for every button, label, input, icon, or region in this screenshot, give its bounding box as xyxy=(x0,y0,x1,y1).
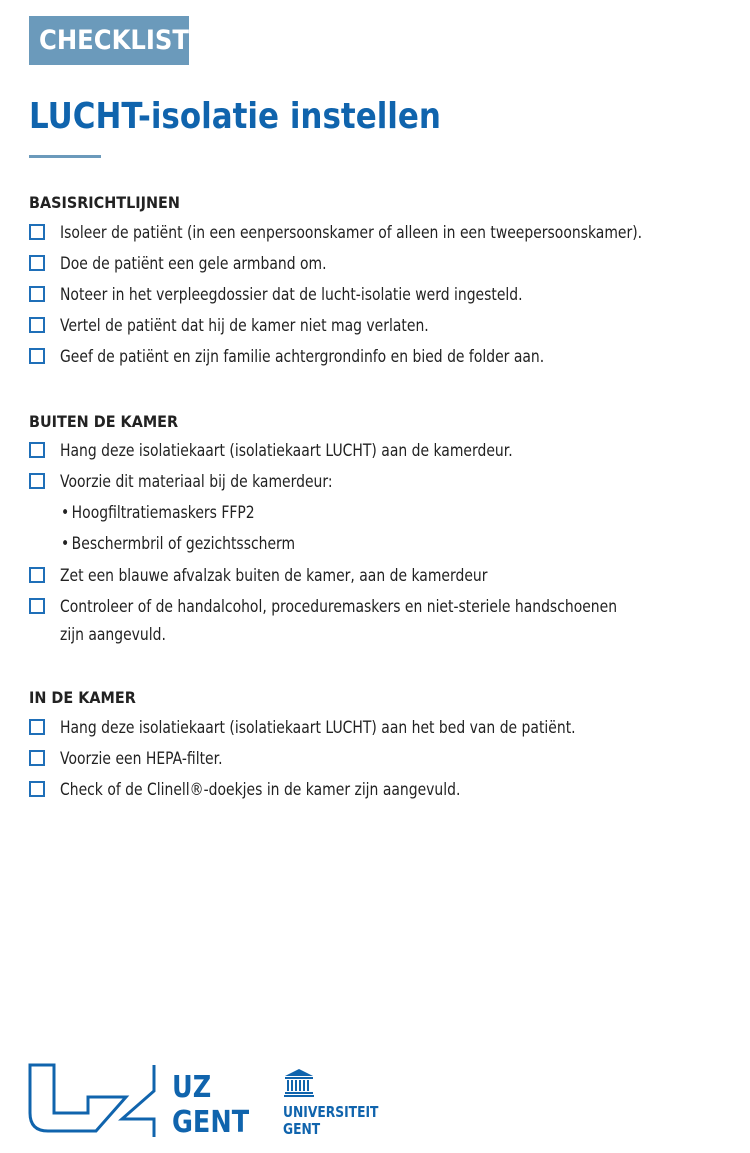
item-label: Voorzie dit materiaal bij de kamerdeur: xyxy=(60,472,333,492)
checklist-item[interactable] xyxy=(29,342,740,373)
item-label: Check of de Clinell®-doekjes in de kamer zijn aangevuld. xyxy=(60,780,461,800)
item-label: Geef de patiënt en zijn familie achtergrondinfo en bied de folder aan. xyxy=(60,347,545,367)
checkbox[interactable] xyxy=(29,442,45,458)
temple-icon xyxy=(283,1068,315,1098)
uz-logo-line1: UZ xyxy=(172,1070,212,1105)
checklist-item[interactable] xyxy=(29,592,740,652)
checklist-item[interactable] xyxy=(29,744,740,775)
checkbox[interactable] xyxy=(29,255,45,271)
checkbox[interactable] xyxy=(29,781,45,797)
checkbox[interactable] xyxy=(29,348,45,364)
checkbox[interactable] xyxy=(29,750,45,766)
checkbox[interactable] xyxy=(29,286,45,302)
checklist-item[interactable] xyxy=(29,561,740,592)
item-label: Vertel de patiënt dat hij de kamer niet mag verlaten. xyxy=(60,316,429,336)
item-label: Noteer in het verpleegdossier dat de lucht-isolatie werd ingesteld. xyxy=(60,285,523,305)
checkbox[interactable] xyxy=(29,317,45,333)
checkbox[interactable] xyxy=(29,473,45,489)
bullet-icon: • xyxy=(61,534,70,554)
checklist-item[interactable] xyxy=(29,713,740,744)
section-heading-basisrichtlijnen: BASISRICHTLIJNEN xyxy=(29,193,180,212)
checklist-item[interactable] xyxy=(29,218,740,249)
checklist-item[interactable] xyxy=(29,775,740,806)
checklist-badge: CHECKLIST xyxy=(29,16,189,65)
uz-gent-logo-icon xyxy=(28,1063,158,1139)
bullet-icon: • xyxy=(61,503,70,523)
title-underline xyxy=(29,155,101,158)
checklist-item[interactable] xyxy=(29,249,740,280)
checklist-item[interactable] xyxy=(29,280,740,311)
item-label-continued: zijn aangevuld. xyxy=(60,625,166,645)
section-heading-in-de-kamer: IN DE KAMER xyxy=(29,688,136,707)
item-label: Voorzie een HEPA-filter. xyxy=(60,749,223,769)
item-label: Zet een blauwe afvalzak buiten de kamer, aan de kamerdeur xyxy=(60,566,488,586)
checkbox[interactable] xyxy=(29,224,45,240)
item-label: Isoleer de patiënt (in een eenpersoonskamer of alleen in een tweepersoonskamer). xyxy=(60,223,643,243)
page-title: LUCHT-isolatie instellen xyxy=(29,96,441,137)
section-heading-buiten-de-kamer: BUITEN DE KAMER xyxy=(29,412,179,431)
checkbox[interactable] xyxy=(29,719,45,735)
item-label: Hang deze isolatiekaart (isolatiekaart LUCHT) aan de kamerdeur. xyxy=(60,441,513,461)
item-label: Hang deze isolatiekaart (isolatiekaart LUCHT) aan het bed van de patiënt. xyxy=(60,718,576,738)
ugent-logo-line2: GENT xyxy=(283,1120,321,1138)
ugent-logo-line1: UNIVERSITEIT xyxy=(283,1103,379,1121)
bullet-label: Hoogfiltratiemaskers FFP2 xyxy=(71,503,255,523)
item-label: Controleer of de handalcohol, proceduremaskers en niet-steriele handschoenen xyxy=(60,597,618,617)
checklist-item[interactable] xyxy=(29,436,740,467)
checkbox[interactable] xyxy=(29,567,45,583)
checklist-item[interactable] xyxy=(29,467,740,498)
item-label: Doe de patiënt een gele armband om. xyxy=(60,254,327,274)
uz-logo-line2: GENT xyxy=(172,1105,250,1140)
checkbox[interactable] xyxy=(29,598,45,614)
bullet-label: Beschermbril of gezichtsscherm xyxy=(71,534,296,554)
checklist-item[interactable] xyxy=(29,311,740,342)
